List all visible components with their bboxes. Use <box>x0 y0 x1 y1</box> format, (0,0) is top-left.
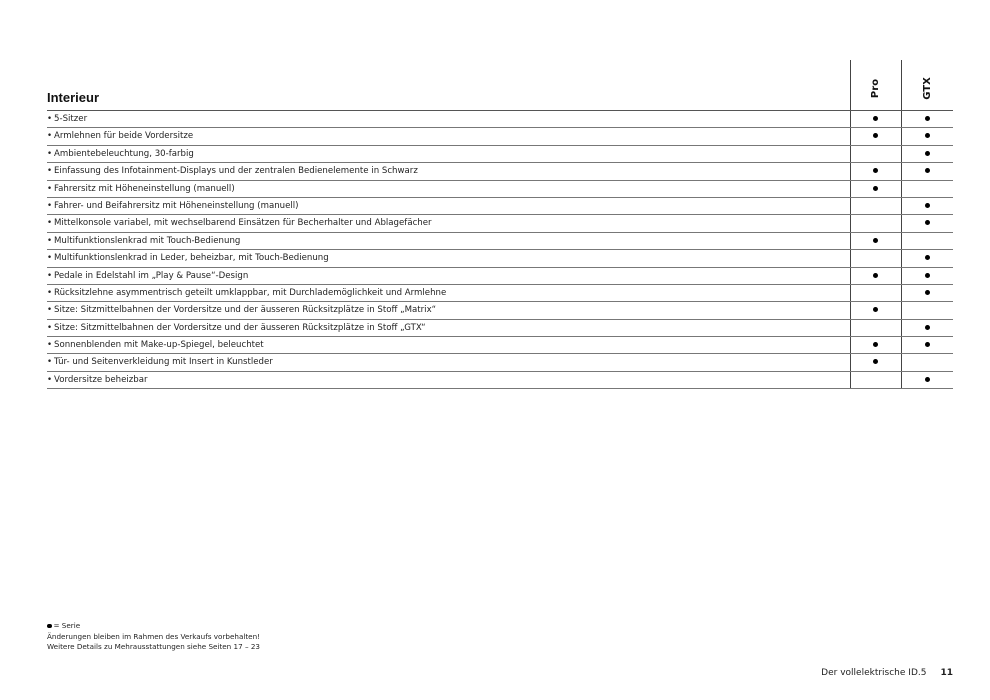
cell-gtx <box>902 268 953 284</box>
table-row <box>47 302 953 319</box>
serie-dot-icon <box>925 203 930 208</box>
bullet-icon: • <box>47 340 53 351</box>
serie-dot-icon <box>925 133 930 138</box>
row-label: Sitze: Sitzmittelbahnen der Vordersitze und der äusseren Rücksitzplätze in Stoff „Matrix“ <box>54 305 437 316</box>
bullet-icon: • <box>47 114 53 124</box>
section-title: Interieur <box>47 90 100 105</box>
serie-dot-icon <box>47 624 52 629</box>
cell-pro <box>850 233 901 249</box>
row-label: Fahrersitz mit Höheneinstellung (manuell) <box>54 183 235 194</box>
cell-gtx <box>902 285 953 301</box>
cell-pro <box>850 285 901 301</box>
table-row <box>47 268 953 285</box>
cell-pro <box>850 372 901 388</box>
cell-pro <box>850 163 901 179</box>
row-label: Einfassung des Infotainment-Displays und der zentralen Bedienelemente in Schwarz <box>54 166 418 177</box>
footnote-details: Weitere Details zu Mehrausstattungen siehe Seiten 17 – 23 <box>47 642 260 652</box>
table-row <box>47 354 953 371</box>
legend-line <box>47 621 260 632</box>
serie-dot-icon <box>925 116 930 121</box>
cell-gtx <box>902 250 953 266</box>
cell-pro <box>850 337 901 353</box>
serie-dot-icon <box>873 238 878 243</box>
serie-dot-icon <box>873 307 878 312</box>
table-row <box>47 233 953 250</box>
row-label: Multifunktionslenkrad mit Touch-Bedienung <box>54 235 241 246</box>
serie-dot-icon <box>925 151 930 156</box>
cell-gtx <box>902 233 953 249</box>
bullet-icon: • <box>47 131 53 142</box>
table-row <box>47 198 953 215</box>
serie-dot-icon <box>925 255 930 260</box>
cell-pro <box>850 320 901 336</box>
cell-pro <box>850 198 901 214</box>
feature-table <box>47 110 953 389</box>
serie-dot-icon <box>873 168 878 173</box>
bullet-icon: • <box>47 218 53 229</box>
cell-gtx <box>902 320 953 336</box>
row-label: 5-Sitzer <box>54 114 88 124</box>
cell-gtx <box>902 215 953 231</box>
serie-dot-icon <box>925 377 930 382</box>
serie-dot-icon <box>873 273 878 278</box>
column-header-pro-label: Pro <box>869 78 881 99</box>
bullet-icon: • <box>47 287 53 298</box>
row-label: Sitze: Sitzmittelbahnen der Vordersitze und der äusseren Rücksitzplätze in Stoff „GTX“ <box>54 322 426 333</box>
cell-pro <box>850 250 901 266</box>
cell-pro <box>850 354 901 370</box>
cell-pro <box>850 111 901 127</box>
row-label: Vordersitze beheizbar <box>54 374 148 385</box>
footer-title: Der vollelektrische ID.5 <box>821 668 927 678</box>
cell-pro <box>850 181 901 197</box>
cell-pro <box>850 146 901 162</box>
serie-dot-icon <box>873 359 878 364</box>
serie-dot-icon <box>873 342 878 347</box>
row-label: Multifunktionslenkrad in Leder, beheizbar, mit Touch-Bedienung <box>54 253 329 264</box>
table-row <box>47 337 953 354</box>
cell-gtx <box>902 372 953 388</box>
table-row <box>47 215 953 232</box>
row-label: Armlehnen für beide Vordersitze <box>54 131 194 142</box>
bullet-icon: • <box>47 166 53 177</box>
table-row <box>47 128 953 145</box>
cell-gtx <box>902 354 953 370</box>
row-label: Fahrer- und Beifahrersitz mit Höheneinstellung (manuell) <box>54 200 299 211</box>
bullet-icon: • <box>47 183 53 194</box>
row-label: Mittelkonsole variabel, mit wechselbarend Einsätzen für Becherhalter und Ablagefächer <box>54 218 432 229</box>
cell-gtx <box>902 181 953 197</box>
cell-gtx <box>902 111 953 127</box>
cell-gtx <box>902 163 953 179</box>
bullet-icon: • <box>47 322 53 333</box>
table-row <box>47 320 953 337</box>
serie-dot-icon <box>925 220 930 225</box>
page-footer <box>821 668 953 678</box>
cell-pro <box>850 128 901 144</box>
bullet-icon: • <box>47 148 53 159</box>
serie-dot-icon <box>873 133 878 138</box>
bullet-icon: • <box>47 235 53 246</box>
table-row <box>47 250 953 267</box>
table-row <box>47 285 953 302</box>
serie-dot-icon <box>873 186 878 191</box>
row-label: Ambientebeleuchtung, 30-farbig <box>54 148 194 159</box>
table-row <box>47 372 953 389</box>
bullet-icon: • <box>47 305 53 316</box>
footnotes <box>47 621 260 653</box>
legend-text: = Serie <box>53 621 81 630</box>
cell-gtx <box>902 146 953 162</box>
serie-dot-icon <box>925 168 930 173</box>
cell-gtx <box>902 337 953 353</box>
footnote-changes: Änderungen bleiben im Rahmen des Verkaufs vorbehalten! <box>47 631 261 641</box>
column-header-gtx-label: GTX <box>921 77 933 100</box>
serie-dot-icon <box>925 325 930 330</box>
cell-gtx <box>902 198 953 214</box>
row-label: Rücksitzlehne asymmentrisch geteilt umklappbar, mit Durchlademöglichkeit und Armlehne <box>54 287 447 298</box>
table-row <box>47 163 953 180</box>
row-label: Tür- und Seitenverkleidung mit Insert in Kunstleder <box>54 357 273 368</box>
table-row <box>47 181 953 198</box>
bullet-icon: • <box>47 200 53 211</box>
cell-gtx <box>902 302 953 318</box>
serie-dot-icon <box>925 342 930 347</box>
cell-pro <box>850 215 901 231</box>
serie-dot-icon <box>925 290 930 295</box>
page-number: 11 <box>940 668 953 678</box>
cell-gtx <box>902 128 953 144</box>
serie-dot-icon <box>873 116 878 121</box>
bullet-icon: • <box>47 374 53 385</box>
bullet-icon: • <box>47 253 53 264</box>
cell-pro <box>850 302 901 318</box>
cell-pro <box>850 268 901 284</box>
row-label: Pedale in Edelstahl im „Play & Pause“-Design <box>54 270 249 281</box>
column-header-pro <box>850 62 901 108</box>
row-label: Sonnenblenden mit Make-up-Spiegel, beleuchtet <box>54 340 264 351</box>
bullet-icon: • <box>47 270 53 281</box>
bullet-icon: • <box>47 357 53 368</box>
serie-dot-icon <box>925 273 930 278</box>
table-row <box>47 146 953 163</box>
column-header-gtx <box>902 62 953 108</box>
table-row <box>47 111 953 128</box>
